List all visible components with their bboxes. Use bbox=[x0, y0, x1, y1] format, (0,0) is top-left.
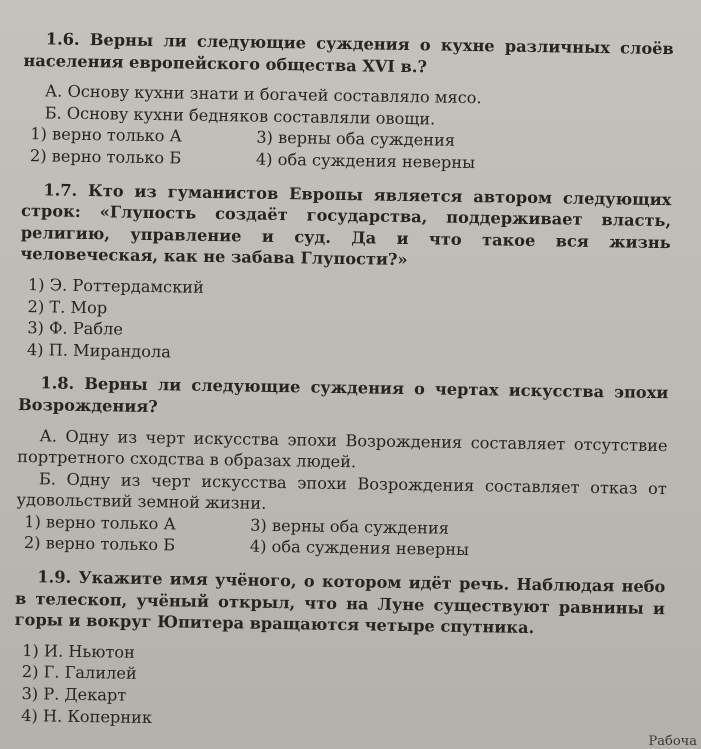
question-1-7-answers bbox=[19, 274, 670, 371]
answer-option[interactable]: 2) Г. Галилей bbox=[21, 662, 137, 684]
answer-option[interactable]: 1) И. Ньютон bbox=[22, 640, 136, 662]
question-1-6-statement-b: Б. Основу кухни бедняков составляли овощи. bbox=[44, 103, 436, 129]
answer-option[interactable]: 1) Э. Роттердамский bbox=[27, 275, 205, 297]
answer-option[interactable]: 3) Ф. Рабле bbox=[27, 318, 124, 339]
question-1-8-title: 1.8. Верны ли следующие суждения о чертах искусства эпохи Возрождения? bbox=[17, 373, 669, 417]
question-1-9-answers bbox=[13, 640, 664, 737]
answer-option[interactable]: 4) Н. Коперник bbox=[21, 705, 153, 727]
answer-option[interactable]: 4) оба суждения неверны bbox=[255, 149, 476, 173]
question-1-9-title: 1.9. Укажите имя учёного, о котором идёт речь. Наблюдая небо в телескоп, учёный открыл, что на Луне существуют равнины и горы и вокруг Юпитера вращаются четыре спутника. bbox=[14, 567, 666, 638]
question-1-8-statement-b: Б. Одну из черт искусства эпохи Возрождения составляет отказ от удовольствий земной жизни. bbox=[16, 468, 667, 514]
answer-option[interactable]: 4) П. Мирандола bbox=[26, 339, 172, 362]
question-1-6-title: 1.6. Верны ли следующие суждения о кухне различных слоёв населения европейского общества XVI в.? bbox=[23, 29, 674, 76]
answer-option[interactable]: 2) верно только Б bbox=[23, 533, 176, 555]
question-sheet bbox=[13, 28, 674, 736]
answer-option[interactable]: 2) Т. Мор bbox=[27, 296, 108, 317]
answer-option[interactable]: 3) Р. Декарт bbox=[21, 684, 127, 705]
answer-option[interactable]: 1) верно только А bbox=[24, 511, 176, 534]
page-corner-text: Рабоча bbox=[648, 734, 697, 749]
question-1-7-title: 1.7. Кто из гуманистов Европы является автором следующих строк: «Глупость создаёт государства, поддерживает власть, религию, управление и суд. Да и что такое вся жизнь человеческая, как не забава Глупости?» bbox=[20, 179, 672, 270]
question-1-8-statement-a: А. Одну из черт искусства эпохи Возрождения составляет отсутствие портретного сходства в образах людей. bbox=[17, 425, 668, 472]
answer-option[interactable]: 3) верны оба суждения bbox=[250, 515, 450, 538]
answer-option[interactable]: 2) верно только Б bbox=[29, 146, 182, 168]
question-1-6-statement-a: А. Основу кухни знати и богачей составляло мясо. bbox=[44, 81, 482, 108]
answer-option[interactable]: 3) верны оба суждения bbox=[256, 128, 456, 151]
answer-option[interactable]: 1) верно только А bbox=[30, 124, 183, 146]
answer-option[interactable]: 4) оба суждения неверны bbox=[249, 537, 470, 560]
